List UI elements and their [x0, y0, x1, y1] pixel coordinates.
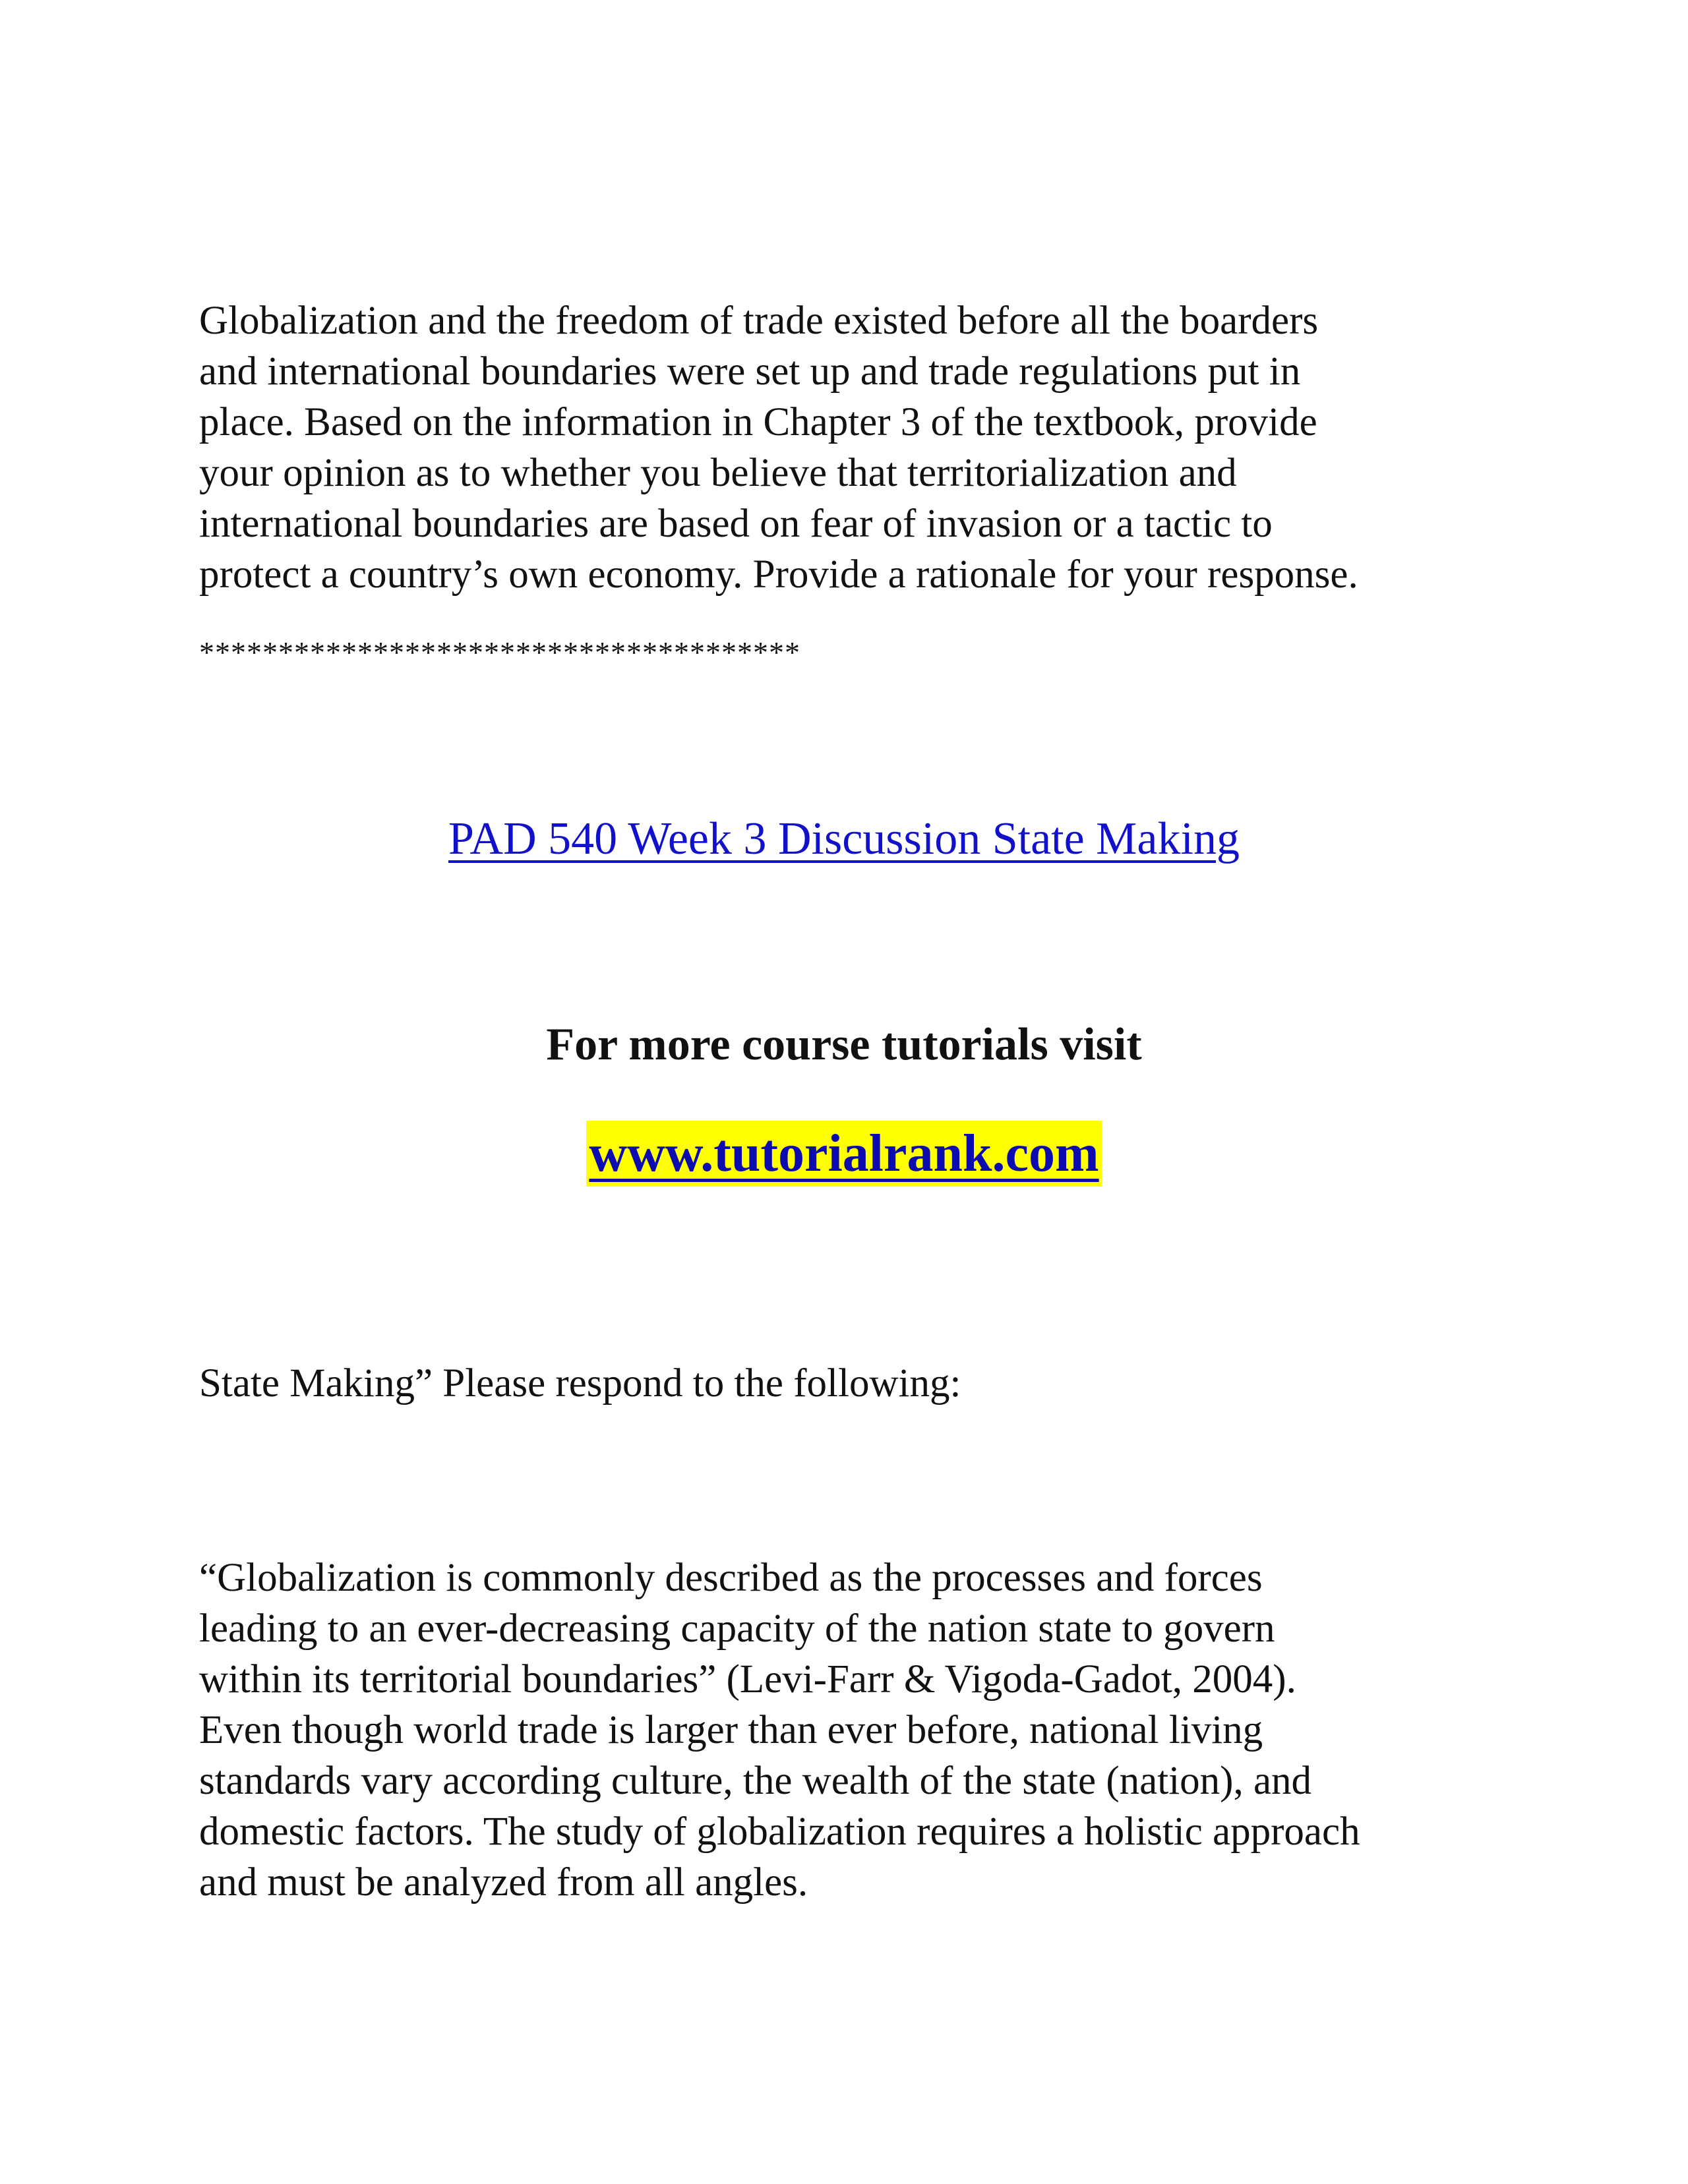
prompt-paragraph: State Making” Please respond to the following: — [199, 1361, 961, 1405]
course-title — [0, 810, 1688, 869]
separator-line: ************************************** — [199, 635, 800, 669]
website-banner — [0, 1121, 1688, 1201]
quote-paragraph: “Globalization is commonly described as the processes and forces leading to an ever-decreasing capacity of the nation state to govern within its territorial boundaries” (Levi-Farr & Vigoda-Gadot, 2004). Even though world trade is larger than ever before, national living standards vary according culture, the wealth of the state (nation), and domestic factors. The study of globalization requires a holistic approach and must be analyzed from all angles. — [199, 1556, 1360, 1904]
course-link[interactable]: PAD 540 Week 3 Discussion State Making — [448, 813, 1240, 864]
intro-paragraph: Globalization and the freedom of trade existed before all the boarders and international boundaries were set up and trade regulations put in place. Based on the information in Chapter 3 of the textbook, provide your opinion as to whether you believe that territorialization and international boundaries are based on fear of invasion or a tactic to protect a country’s own economy. Provide a rationale for your response. — [199, 299, 1358, 597]
website-link[interactable]: www.tutorialrank.com — [586, 1121, 1101, 1187]
promo-heading: For more course tutorials visit — [546, 1019, 1142, 1070]
